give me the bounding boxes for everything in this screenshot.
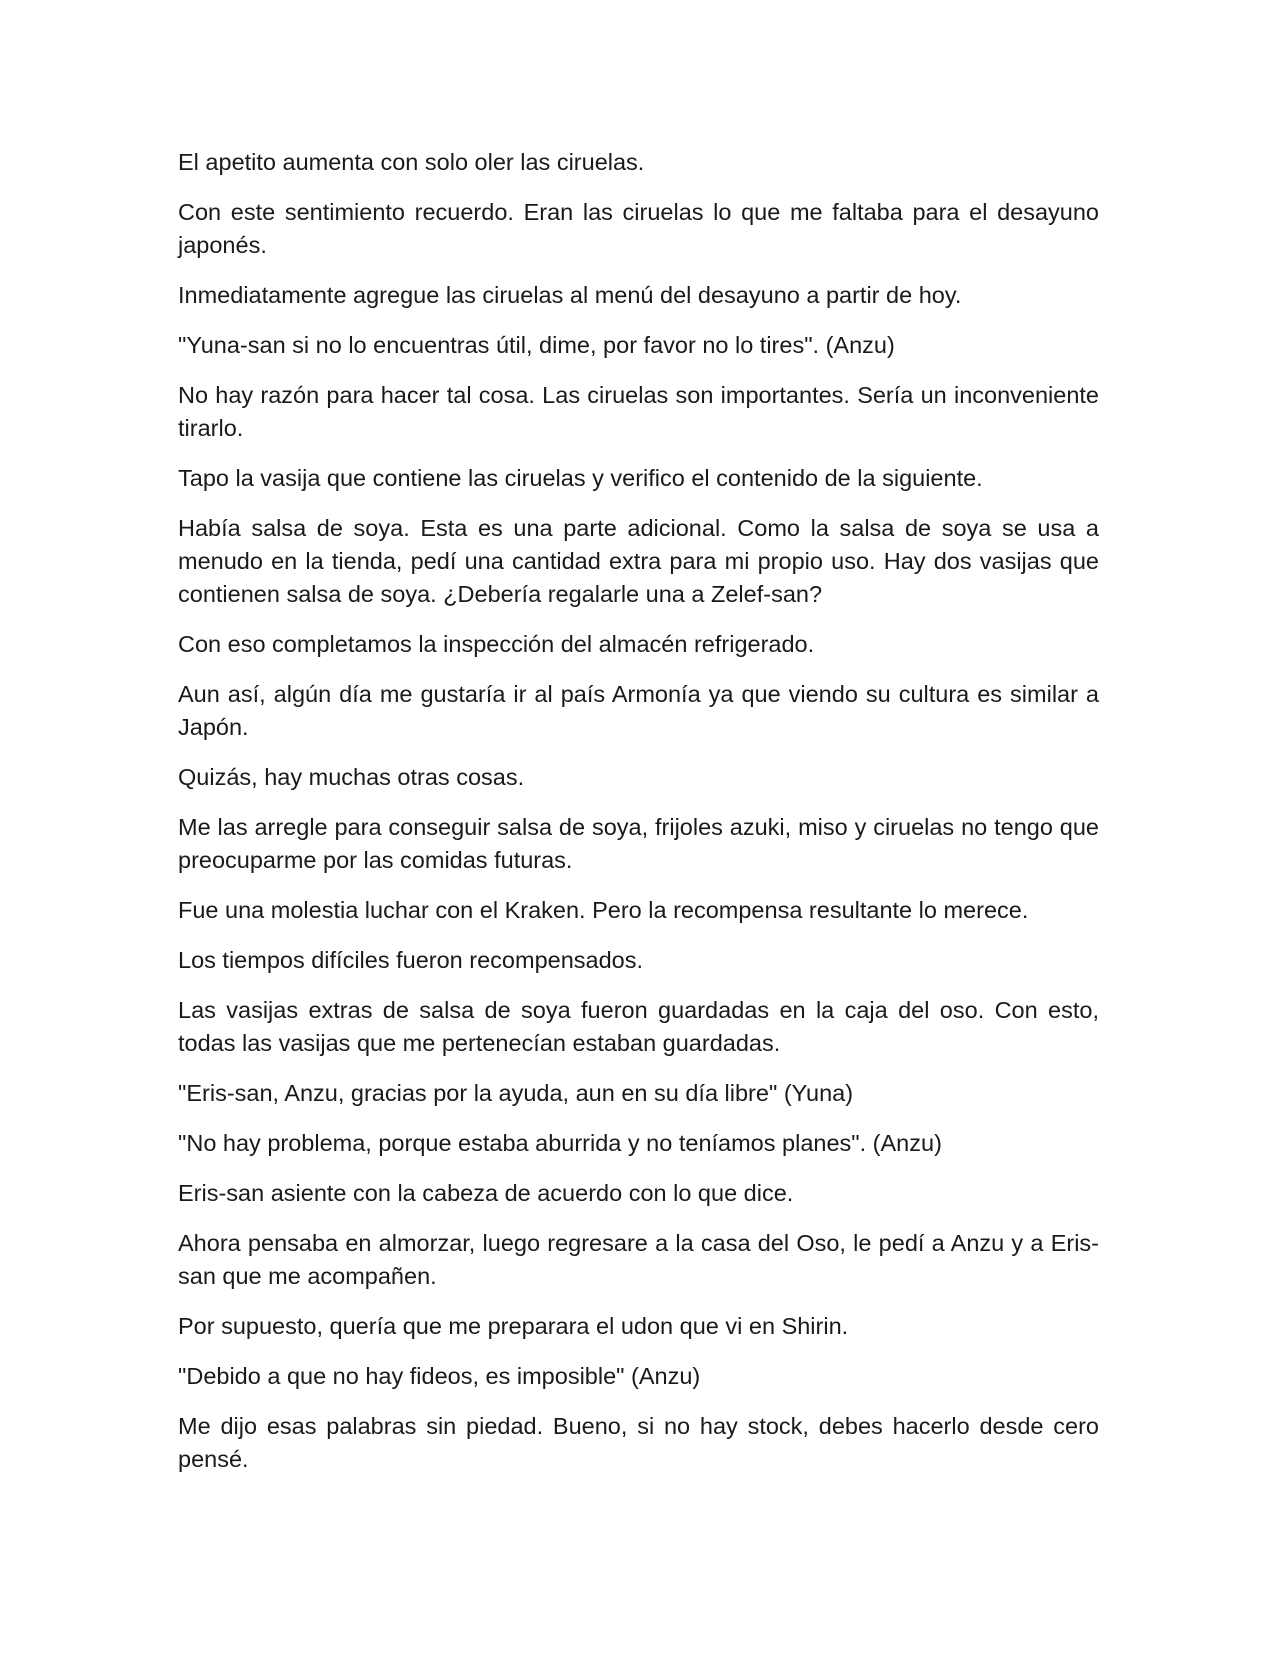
paragraph: No hay razón para hacer tal cosa. Las ciruelas son importantes. Sería un inconveniente tirarlo. (178, 382, 1099, 441)
paragraph: "No hay problema, porque estaba aburrida y no teníamos planes". (Anzu) (178, 1130, 942, 1156)
paragraph: "Yuna-san si no lo encuentras útil, dime, por favor no lo tires". (Anzu) (178, 332, 895, 358)
paragraph: Las vasijas extras de salsa de soya fueron guardadas en la caja del oso. Con esto, todas las vasijas que me pertenecían estaban guardadas. (178, 997, 1099, 1056)
paragraph: Con eso completamos la inspección del almacén refrigerado. (178, 631, 815, 657)
paragraph: Por supuesto, quería que me preparara el udon que vi en Shirin. (178, 1313, 849, 1339)
paragraph: Con este sentimiento recuerdo. Eran las ciruelas lo que me faltaba para el desayuno japonés. (178, 199, 1099, 258)
paragraph: El apetito aumenta con solo oler las ciruelas. (178, 149, 645, 175)
paragraph: Quizás, hay muchas otras cosas. (178, 764, 525, 790)
paragraph: Aun así, algún día me gustaría ir al país Armonía ya que viendo su cultura es similar a Japón. (178, 681, 1099, 740)
paragraph: "Eris-san, Anzu, gracias por la ayuda, aun en su día libre" (Yuna) (178, 1080, 854, 1106)
paragraph: Inmediatamente agregue las ciruelas al menú del desayuno a partir de hoy. (178, 282, 962, 308)
paragraph: Los tiempos difíciles fueron recompensados. (178, 947, 644, 973)
document-body (178, 146, 1099, 1493)
paragraph: Tapo la vasija que contiene las ciruelas y verifico el contenido de la siguiente. (178, 465, 983, 491)
paragraph: Había salsa de soya. Esta es una parte adicional. Como la salsa de soya se usa a menudo en la tienda, pedí una cantidad extra para mi propio uso. Hay dos vasijas que contienen salsa de soya. ¿Debería regalarle una a Zelef-san? (178, 515, 1099, 607)
paragraph: Me las arregle para conseguir salsa de soya, frijoles azuki, miso y ciruelas no tengo que preocuparme por las comidas futuras. (178, 814, 1099, 873)
paragraph: Ahora pensaba en almorzar, luego regresare a la casa del Oso, le pedí a Anzu y a Eris-san que me acompañen. (178, 1230, 1099, 1289)
paragraph: "Debido a que no hay fideos, es imposible" (Anzu) (178, 1363, 701, 1389)
paragraph: Fue una molestia luchar con el Kraken. Pero la recompensa resultante lo merece. (178, 897, 1029, 923)
paragraph: Me dijo esas palabras sin piedad. Bueno, si no hay stock, debes hacerlo desde cero pensé. (178, 1413, 1099, 1472)
paragraph: Eris-san asiente con la cabeza de acuerdo con lo que dice. (178, 1180, 794, 1206)
